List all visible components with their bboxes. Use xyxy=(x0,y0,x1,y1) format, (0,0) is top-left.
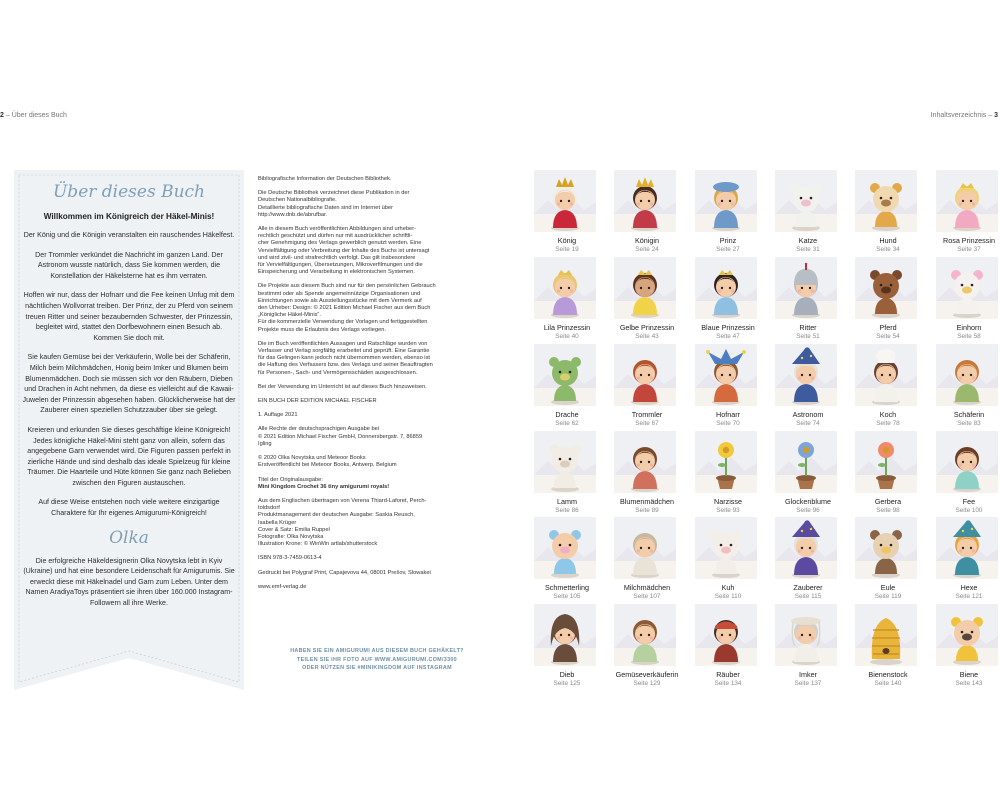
figure-tile[interactable] xyxy=(695,517,761,600)
figure-photo xyxy=(534,604,596,666)
figure-illustration xyxy=(936,344,998,406)
figure-illustration xyxy=(614,344,676,406)
figure-tile[interactable] xyxy=(695,257,761,340)
figure-page-ref: Seite 110 xyxy=(714,593,742,600)
figure-photo xyxy=(775,431,837,493)
imprint-paragraph: Bei der Verwendung im Unterricht ist auf dieses Buch hinzuweisen. xyxy=(258,383,427,390)
figure-page-ref: Seite 19 xyxy=(555,246,579,253)
figure-illustration xyxy=(855,170,917,232)
figure-photo xyxy=(855,517,917,579)
imprint-paragraph: 1. Auflage 2021 xyxy=(258,412,298,419)
figure-tile[interactable] xyxy=(614,604,680,687)
figure-name: Pferd xyxy=(879,323,897,332)
figure-illustration xyxy=(855,344,917,406)
figure-tile[interactable] xyxy=(936,431,1000,514)
figure-illustration xyxy=(936,604,998,666)
figure-name: Blaue Prinzessin xyxy=(701,323,755,332)
figure-name: Ritter xyxy=(799,323,817,332)
figure-tile[interactable] xyxy=(775,257,841,340)
figure-illustration xyxy=(855,257,917,319)
cta-line: ODER NÜTZEN SIE #MINIKINGDOM AUF INSTAGRAM xyxy=(302,665,452,672)
about-subtitle: Willkommen im Königreich der Häkel-Minis! xyxy=(43,212,215,221)
isbn: ISBN 978-3-7459-0613-4 xyxy=(258,555,322,562)
figure-photo xyxy=(936,431,998,493)
page-header-left xyxy=(0,112,67,119)
about-paragraph: Sie kaufen Gemüse bei der Verkäuferin, Wolle bei der Schäferin, Milch beim Milchmädchen, Honig beim Imker und Blumen beim Blumenmädchen. Doch sie müssen sich vor den Räubern, Dieben und Drachen in Acht nehmen, da diese es vielleicht auf die Kawaii-Juwelen der Prinzessin abgesehen haben. Glücklicherweise hat der Zauberer einen speziellen Schutzzauber über sie gelegt. xyxy=(22,353,236,415)
figure-name: Schäferin xyxy=(953,410,985,419)
figure-photo xyxy=(695,257,757,319)
figure-name: Bienenstock xyxy=(868,670,908,679)
figure-page-ref: Seite 37 xyxy=(957,246,981,253)
figure-photo xyxy=(775,517,837,579)
figure-name: Lila Prinzessin xyxy=(543,323,591,332)
figure-photo xyxy=(695,431,757,493)
share-callout xyxy=(258,647,496,673)
figure-photo xyxy=(855,604,917,666)
figure-photo xyxy=(614,257,676,319)
figure-page-ref: Seite 27 xyxy=(716,246,740,253)
figure-name: Hofnarr xyxy=(716,410,740,419)
original-title: Mini Kingdom Crochet 36 tiny amigurumi royals! xyxy=(258,483,390,490)
figure-illustration xyxy=(614,257,676,319)
figure-illustration xyxy=(614,517,676,579)
figure-illustration xyxy=(695,604,757,666)
figure-photo xyxy=(614,344,676,406)
figure-name: Hexe xyxy=(960,583,978,592)
figure-illustration xyxy=(936,257,998,319)
figure-name: Dieb xyxy=(559,670,575,679)
figure-photo xyxy=(936,344,998,406)
figure-page-ref: Seite 107 xyxy=(633,593,661,600)
figure-photo xyxy=(855,431,917,493)
figure-photo xyxy=(855,344,917,406)
figure-tile[interactable] xyxy=(936,604,1000,687)
figure-page-ref: Seite 129 xyxy=(633,680,661,687)
figure-photo xyxy=(614,517,676,579)
about-paragraph: Kreieren und erkunden Sie dieses geschäftige kleine Königreich! Jedes königliche Häkel-Mini steht ganz von allein, sofern das angegebene Garn verwendet wird. Die Figuren passen perfekt in zierliche Hände und sind deshalb das ideale Spielzeug für kleine Träumer. Die Haarteile und Hüte können Sie ganz nach Belieben zwischen den Figuren austauschen. xyxy=(27,425,231,487)
figure-photo xyxy=(775,604,837,666)
figure-illustration xyxy=(534,344,596,406)
figure-tile[interactable] xyxy=(775,170,841,253)
figure-name: Lamm xyxy=(557,497,577,506)
figure-photo xyxy=(695,344,757,406)
figure-tile[interactable] xyxy=(695,170,761,253)
figure-name: Zauberer xyxy=(793,583,823,592)
about-paragraph: Hoffen wir nur, dass der Hofnarr und die Fee keinen Unfug mit dem nächtlichen Wollvorrat treiben. Der Prinz, der zu Pferd von seinem treuen Ritter und seiner bezaubernden Schwester, der Prinzessin, begleitet wird, stattet den Dorfbewohnern einen Besuch ab. Kommen Sie doch mit. xyxy=(23,291,235,342)
figure-page-ref: Seite 121 xyxy=(955,593,983,600)
about-paragraph: Der König und die Königin veranstalten ein rauschendes Häkelfest. xyxy=(23,231,235,239)
page-header-right xyxy=(931,112,998,119)
figure-illustration xyxy=(614,604,676,666)
figure-name: Koch xyxy=(879,410,897,419)
imprint-paragraph: Aus dem Englischen übertragen von Verena Thiard-Laforet, Perch- toldsdorf Produktmanagement der deutschen Ausgabe: Saskia Reusch, Isabella Krüger Cover & Satz: Emilia Ruppel Fotografie: Olka Novytska Illustration Krone: © WinWin artlab/shutterstock xyxy=(258,497,427,548)
figure-name: Gerbera xyxy=(874,497,902,506)
figure-photo xyxy=(936,170,998,232)
figure-name: Imker xyxy=(799,670,817,679)
figure-name: Blumenmädchen xyxy=(620,497,674,506)
figure-name: Katze xyxy=(798,236,818,245)
figure-tile[interactable] xyxy=(936,517,1000,600)
figure-tile[interactable] xyxy=(534,431,600,514)
figure-page-ref: Seite 105 xyxy=(553,593,581,600)
figure-name: Biene xyxy=(959,670,979,679)
figure-tile[interactable] xyxy=(614,517,680,600)
figure-illustration xyxy=(775,170,837,232)
figure-name: Milchmädchen xyxy=(623,583,671,592)
figure-illustration xyxy=(775,344,837,406)
figure-tile[interactable] xyxy=(614,344,680,427)
header-separator: – xyxy=(988,112,995,119)
header-title-right: Inhaltsverzeichnis xyxy=(930,112,987,119)
page-number-right: 3 xyxy=(994,112,998,119)
figure-photo xyxy=(775,344,837,406)
about-panel xyxy=(22,182,236,618)
figure-tile[interactable] xyxy=(936,257,1000,340)
figure-tile[interactable] xyxy=(855,517,921,600)
figure-illustration xyxy=(775,431,837,493)
figure-tile[interactable] xyxy=(855,257,921,340)
figure-tile[interactable] xyxy=(695,604,761,687)
figure-tile[interactable] xyxy=(855,344,921,427)
figure-photo xyxy=(614,431,676,493)
figure-name: Königin xyxy=(635,236,659,245)
imprint-paragraph: Bibliografische Information der Deutschen Bibliothek. xyxy=(258,176,392,182)
cta-line[interactable]: TEILEN SIE IHR FOTO AUF WWW.AMIGURUMI.COM/3300 xyxy=(297,656,457,663)
figure-photo xyxy=(534,257,596,319)
imprint-paragraph: © 2020 Olka Novytska und Meteoor Books Erstveröffentlicht bei Meteoor Books, Antwerp, Belgium xyxy=(258,455,397,469)
figure-name: Kuh xyxy=(721,583,735,592)
figure-page-ref: Seite 31 xyxy=(796,246,820,253)
header-title-left: Über dieses Buch xyxy=(11,112,67,119)
figure-tile[interactable] xyxy=(775,431,841,514)
figure-page-ref: Seite 34 xyxy=(876,246,900,253)
figure-name: Schmetterling xyxy=(545,583,589,592)
figure-photo xyxy=(695,170,757,232)
figure-photo xyxy=(534,431,596,493)
original-title-block xyxy=(258,477,496,491)
figure-page-ref: Seite 100 xyxy=(955,507,983,514)
figure-tile[interactable] xyxy=(936,344,1000,427)
about-title: Über dieses Buch xyxy=(52,182,205,202)
figure-tile[interactable] xyxy=(775,604,841,687)
figure-tile[interactable] xyxy=(614,431,680,514)
figure-tile[interactable] xyxy=(534,344,600,427)
author-name: Olka xyxy=(109,527,149,548)
figure-page-ref: Seite 143 xyxy=(955,680,983,687)
figure-page-ref: Seite 54 xyxy=(876,333,900,340)
figure-illustration xyxy=(775,517,837,579)
figure-illustration xyxy=(614,431,676,493)
figure-page-ref: Seite 115 xyxy=(794,593,822,600)
figure-page-ref: Seite 51 xyxy=(796,333,820,340)
figure-page-ref: Seite 125 xyxy=(553,680,581,687)
figure-name: Hund xyxy=(879,236,897,245)
figure-illustration xyxy=(695,170,757,232)
figure-page-ref: Seite 98 xyxy=(876,507,900,514)
imprint-paragraph: Alle in diesem Buch veröffentlichten Abbildungen sind urheber- rechtlich geschützt und dürfen nur mit ausdrücklicher schriftli- cher Genehmigung des Verlags gewerblich genutzt werden. Eine Vervielfältigung oder Verbreitung der Inhalte des Buchs ist untersagt und wird zivil- und strafrechtlich verfolgt. Das gilt insbesondere für Vervielfältigungen, Übersetzungen, Mikroverfilmungen und die Einspeicherung und Verarbeitung in elektronischen Systemen. xyxy=(258,226,430,276)
figure-photo xyxy=(936,257,998,319)
figure-name: Rosa Prinzessin xyxy=(943,236,995,245)
figure-page-ref: Seite 86 xyxy=(555,507,579,514)
figure-name: Gemüseverkäuferin xyxy=(615,670,679,679)
figure-photo xyxy=(695,604,757,666)
imprint-paragraph: EIN BUCH DER EDITION MICHAEL FISCHER xyxy=(258,398,377,405)
figure-page-ref: Seite 96 xyxy=(796,507,820,514)
figure-tile[interactable] xyxy=(534,170,600,253)
figure-tile[interactable] xyxy=(855,604,921,687)
figure-name: Räuber xyxy=(716,670,740,679)
figure-illustration xyxy=(695,257,757,319)
imprint-paragraph: Die Projekte aus diesem Buch sind nur für den persönlichen Gebrauch bestimmt oder als Spende angemeinnützige Organisationen und Einrichtungen sowie als Ausstellungsstücke mit dem Vermerk auf den Urheber: Design: © 2021 Edition Michael Fischer aus dem Buch „Königliche Häkel-Minis“. Für die kommerzielle Verwendung der Vorlagen und fertiggestellten Projekte muss die Erlaubnis des Verlags vorliegen. xyxy=(258,283,436,333)
figure-name: Narzisse xyxy=(714,497,742,506)
cta-line: HABEN SIE EIN AMIGURUMI AUS DIESEM BUCH GEHÄKELT? xyxy=(290,648,464,654)
figure-page-ref: Seite 43 xyxy=(635,333,659,340)
imprint-paragraph: Die im Buch veröffentlichten Aussagen und Ratschläge wurden von Verfasser und Verlag sorgfältig erarbeitet und geprüft. Eine Garantie für das Gelingen kann jedoch nicht übernommen werden, ebenso ist die Haftung des Verfassers bzw. des Verlags und seiner Beauftragten für Personen-, Sach- und Vermögensschäden ausgeschlossen. xyxy=(258,340,433,376)
figure-name: Glockenblume xyxy=(785,497,831,506)
figure-illustration xyxy=(936,431,998,493)
figure-illustration xyxy=(775,604,837,666)
figure-illustration xyxy=(614,170,676,232)
figure-tile[interactable] xyxy=(775,344,841,427)
publisher-url[interactable]: www.emf-verlag.de xyxy=(258,583,307,590)
figure-illustration xyxy=(695,431,757,493)
figure-illustration xyxy=(855,517,917,579)
figure-illustration xyxy=(855,604,917,666)
header-separator: – xyxy=(5,112,12,119)
figure-page-ref: Seite 40 xyxy=(555,333,579,340)
figure-illustration xyxy=(534,517,596,579)
figure-page-ref: Seite 74 xyxy=(796,420,820,427)
figure-tile[interactable] xyxy=(534,257,600,340)
figure-tile[interactable] xyxy=(775,517,841,600)
figure-illustration xyxy=(534,170,596,232)
figure-photo xyxy=(936,604,998,666)
figure-name: Prinz xyxy=(719,236,737,245)
figure-tile[interactable] xyxy=(534,604,600,687)
imprint-column xyxy=(258,176,496,598)
figure-page-ref: Seite 62 xyxy=(555,420,579,427)
figure-illustration xyxy=(775,257,837,319)
figure-page-ref: Seite 78 xyxy=(876,420,900,427)
figure-photo xyxy=(936,517,998,579)
page-number-left: 2 xyxy=(0,112,4,119)
imprint-paragraph: Die Deutsche Bibliothek verzeichnet diese Publikation in der Deutschen Nationalbibliografie. Detaillierte bibliografische Daten sind im Internet über http://www.dnb.de/abrufbar. xyxy=(258,190,410,218)
figure-tile[interactable] xyxy=(695,344,761,427)
figure-page-ref: Seite 24 xyxy=(635,246,659,253)
figure-page-ref: Seite 140 xyxy=(874,680,902,687)
figure-photo xyxy=(614,604,676,666)
imprint-paragraph: Gedruckt bei Polygraf Print, Capajevova 44, 08001 Prešov, Slowakei xyxy=(258,569,431,576)
figure-illustration xyxy=(534,604,596,666)
figure-illustration xyxy=(936,170,998,232)
figure-name: Eule xyxy=(880,583,896,592)
figure-tile[interactable] xyxy=(695,431,761,514)
figure-page-ref: Seite 137 xyxy=(794,680,822,687)
figure-photo xyxy=(534,517,596,579)
figure-name: König xyxy=(557,236,577,245)
figure-page-ref: Seite 89 xyxy=(635,507,659,514)
figure-page-ref: Seite 134 xyxy=(714,680,742,687)
figure-tile[interactable] xyxy=(855,170,921,253)
figure-name: Gelbe Prinzessin xyxy=(619,323,675,332)
original-title-label: Titel der Originalausgabe: xyxy=(258,476,323,483)
figure-tile[interactable] xyxy=(614,170,680,253)
figure-name: Astronom xyxy=(792,410,824,419)
figure-photo xyxy=(614,170,676,232)
figure-page-ref: Seite 47 xyxy=(716,333,740,340)
figure-photo xyxy=(534,170,596,232)
figure-tile[interactable] xyxy=(936,170,1000,253)
figure-page-ref: Seite 93 xyxy=(716,507,740,514)
imprint-paragraph: Alle Rechte der deutschsprachigen Ausgabe bei © 2021 Edition Michael Fischer GmbH, Donnersbergstr. 7, 86859 Igling xyxy=(258,426,423,447)
figure-illustration xyxy=(855,431,917,493)
figure-name: Trommler xyxy=(631,410,663,419)
figure-page-ref: Seite 58 xyxy=(957,333,981,340)
about-paragraph: Der Trommler verkündet die Nachricht im ganzen Land. Der Astronom wusste natürlich, dass Sie kommen werden, die Konstellation der Häkelsterne hat es ihm verraten. xyxy=(35,250,223,280)
figure-photo xyxy=(855,170,917,232)
figure-photo xyxy=(855,257,917,319)
about-paragraph: Auf diese Weise entstehen noch viele weitere einzigartige Charaktere für Ihr eigenes Amigurumi-Königreich! xyxy=(38,498,220,518)
figure-page-ref: Seite 67 xyxy=(635,420,659,427)
figure-photo xyxy=(775,257,837,319)
figure-page-ref: Seite 119 xyxy=(874,593,902,600)
figure-photo xyxy=(775,170,837,232)
figure-illustration xyxy=(534,431,596,493)
figure-name: Einhorn xyxy=(956,323,982,332)
figure-illustration xyxy=(534,257,596,319)
figure-tile[interactable] xyxy=(614,257,680,340)
figure-page-ref: Seite 83 xyxy=(957,420,981,427)
figure-page-ref: Seite 70 xyxy=(716,420,740,427)
figure-tile[interactable] xyxy=(534,517,600,600)
figure-name: Drache xyxy=(555,410,579,419)
figure-tile[interactable] xyxy=(855,431,921,514)
figure-illustration xyxy=(695,344,757,406)
figure-photo xyxy=(695,517,757,579)
author-bio: Die erfolgreiche Häkeldesignerin Olka Novytska lebt in Kyiv (Ukraine) und hat eine besondere Leidenschaft für Amigurumis. Sie erweckt diese mit Häkelnadel und Garn zum Leben. Unter dem Namen AradiyaToys präsentiert sie ihren über 160.000 Instagram-Followern all ihre Werke. xyxy=(23,556,235,608)
figure-name: Fee xyxy=(962,497,976,506)
figure-illustration xyxy=(695,517,757,579)
figure-illustration xyxy=(936,517,998,579)
figure-photo xyxy=(534,344,596,406)
